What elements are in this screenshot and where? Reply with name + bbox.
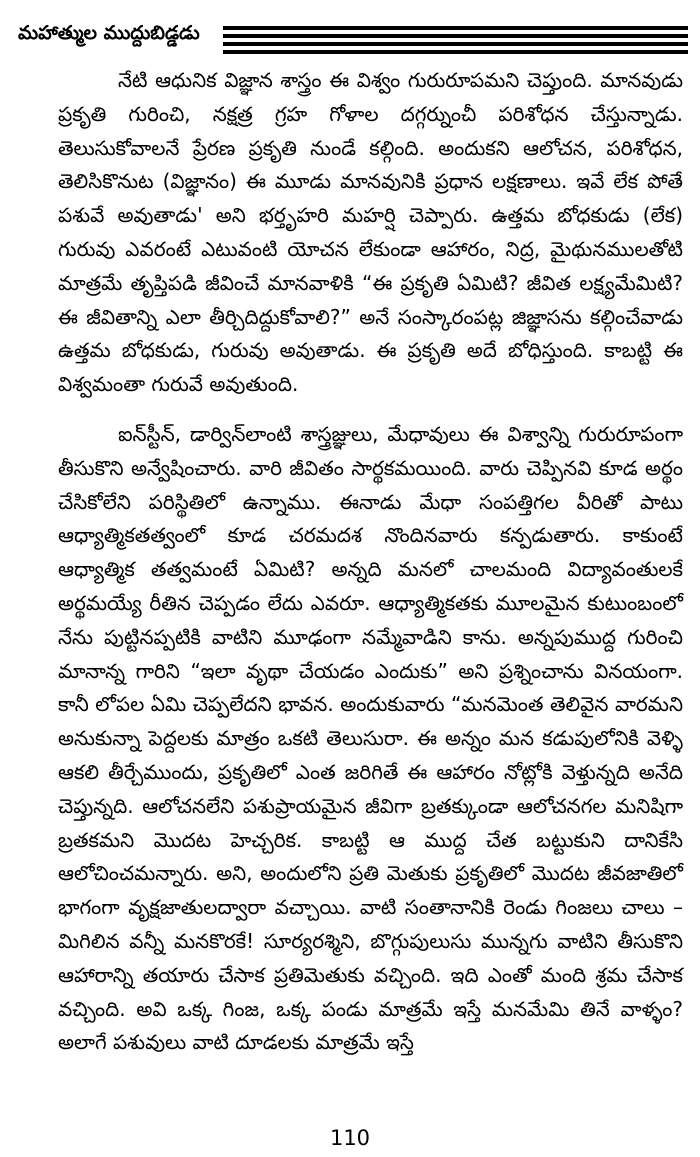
header-rule-line bbox=[223, 50, 688, 54]
header-rule-line bbox=[223, 34, 688, 38]
header-rules bbox=[223, 26, 688, 58]
header-rule-line bbox=[223, 26, 688, 30]
page-body bbox=[58, 64, 683, 1076]
paragraph-2: ఐన్‌స్టీన్, డార్విన్‌లాంటి శాస్త్రజ్ఞులు, మేధావులు ఈ విశ్వాన్ని గురురూపంగా తీసుకొని అన్వేషించారు. వారి జీవితం సార్థకమయింది. వారు చెప్పినవి కూడ అర్థం చేసికోలేని పరిస్థితిలో ఉన్నాము. ఈనాడు మేధా సంపత్తిగల వీరితో పాటు ఆధ్యాత్మికతత్వంలో కూడ చరమదశ నొందినవారు కన్పడుతారు. కాకుంటే ఆధ్యాత్మిక తత్వమంటే ఏమిటి? అన్నది మనలో చాలమంది విద్యావంతులకే అర్థమయ్యే రీతిన చెప్పడం లేదు ఎవరూ. ఆధ్యాత్మికతకు మూలమైన కుటుంబంలో నేను పుట్టినప్పటికి వాటిని మూఢంగా నమ్మేవాడిని కాను. అన్నపుముద్ద గురించి మానాన్న గారిని “ఇలా వృథా చేయడం ఎందుకు” అని ప్రశ్నించాను వినయంగా. కానీ లోపల ఏమి చెప్పలేదని భావన. అందుకువారు “మనమెంత తెలివైన వారమని అనుకున్నా పెద్దలకు మాత్రం ఒకటి తెలుసురా. ఈ అన్నం మన కడుపులోనికి వెళ్ళి ఆకలి తీర్చేముందు, ప్రకృతిలో ఎంత జరిగితే ఈ ఆహారం నోట్లోకి వెళ్తున్నది అనేది చెప్తున్నది. ఆలోచనలేని పశుప్రాయమైన జీవిగా బ్రతక్కుండా ఆలోచనగల మనిషిగా బ్రతకమని మొదట హెచ్చరిక. కాబట్టి ఆ ముద్ద చేత బట్టుకుని దానికేసి ఆలోచించమన్నారు. అని, అందులోని ప్రతి మెతుకు ప్రకృతిలో మొదట జీవజాతిలో భాగంగా వృక్షజాతులద్వారా వచ్చాయి. వాటి సంతానానికి రెండు గింజలు చాలు – మిగిలిన వన్నీ మనకొరకే! సూర్యరశ్మిని, బొగ్గుపులుసు మున్నగు వాటిని తీసుకొని ఆహారాన్ని తయారు చేసాక ప్రతిమెతుకు వచ్చింది. ఇది ఎంతో మంది శ్రమ చేసాక వచ్చింది. అవి ఒక్క గింజ, ఒక్క పండు మాత్రమే ఇస్తే మనమేమి తినే వాళ్ళం? అలాగే పశువులు వాటి దూడలకు మాత్రమే ఇస్తే bbox=[58, 421, 683, 1055]
running-header bbox=[18, 14, 688, 60]
paragraph-1: నేటి ఆధునిక విజ్ఞాన శాస్త్రం ఈ విశ్వం గురురూపమని చెప్తుంది. మానవుడు ప్రకృతి గురించి, నక్షత్ర గ్రహ గోళాల దగ్గర్నుంచీ పరిశోధన చేస్తున్నాడు. తెలుసుకోవాలనే ప్రేరణ ప్రకృతి నుండే కల్గింది. అందుకని ఆలోచన, పరిశోధన, తెలిసికొనుట (విజ్ఞానం) ఈ మూడు మానవునికి ప్రధాన లక్షణాలు. ఇవే లేక పోతే పశువే అవుతాడు' అని భర్తృహరి మహర్షి చెప్పారు. ఉత్తమ బోధకుడు (లేక) గురువు ఎవరంటే ఎటువంటి యోచన లేకుండా ఆహారం, నిద్ర, మైథునములతోటి మాత్రమే తృప్తిపడి జీవించే మానవాళికి “ఈ ప్రకృతి ఏమిటి? జీవిత లక్ష్యమేమిటి? ఈ జీవితాన్ని ఎలా తీర్చిదిద్దుకోవాలి?” అనే సంస్కారంపట్ల జిజ్ఞాసను కల్గించేవాడు ఉత్తమ బోధకుడు, గురువు అవుతాడు. ఈ ప్రకృతి అదే బోధిస్తుంది. కాబట్టి ఈ విశ్వమంతా గురువే అవుతుంది. bbox=[58, 68, 683, 397]
running-header-title: మహాత్ముల ముద్దుబిడ్డడు bbox=[18, 22, 200, 44]
header-rule-line bbox=[223, 42, 688, 46]
page-number: 110 bbox=[329, 1126, 371, 1150]
